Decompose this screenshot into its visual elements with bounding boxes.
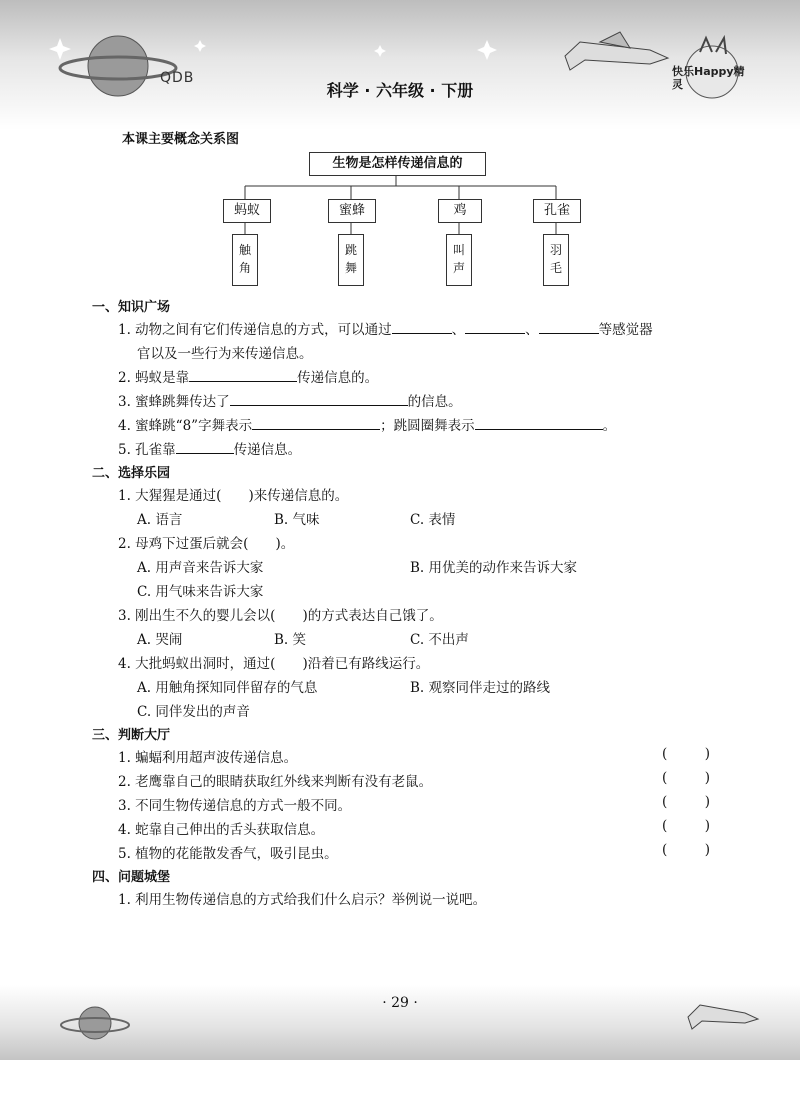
concept-method-peacock: 羽 毛 (543, 234, 569, 286)
logo-text: 快乐Happy精灵 (672, 65, 745, 92)
answer-blank[interactable] (392, 319, 452, 334)
question-s2-4: 4. 大批蚂蚁出洞时，通过( )沿着已有路线运行。 (118, 656, 430, 672)
question-s2-2: 2. 母鸡下过蛋后就会( )。 (118, 536, 295, 552)
answer-blank[interactable] (176, 439, 234, 454)
option-a[interactable]: A. 用触角探知同伴留存的气息 (137, 680, 318, 696)
question-s4-1: 1. 利用生物传递信息的方式给我们什么启示？举例说一说吧。 (118, 892, 487, 908)
concept-method-ant: 触 角 (232, 234, 258, 286)
option-c[interactable]: C. 用气味来告诉大家 (137, 584, 264, 600)
option-b[interactable]: B. 气味 (274, 512, 320, 528)
option-a[interactable]: A. 语言 (137, 512, 183, 528)
concept-method-bee: 跳 舞 (338, 234, 364, 286)
question-s1-5: 5. 孔雀靠 传递信息。 (118, 438, 301, 458)
concept-map-connectors (0, 0, 800, 300)
answer-blank[interactable] (230, 391, 408, 406)
answer-blank[interactable] (539, 319, 599, 334)
question-s1-3: 3. 蜜蜂跳舞传达了 的信息。 (118, 390, 462, 410)
footer-decoration (0, 985, 800, 1060)
judgement-item: 3. 不同生物传递信息的方式一般不同。 (118, 798, 352, 814)
section-title: 二、选择乐园 (92, 466, 171, 481)
answer-paren[interactable]: ( ) (662, 770, 710, 786)
answer-blank[interactable] (465, 319, 525, 334)
section-title: 三、判断大厅 (92, 728, 171, 743)
option-c[interactable]: C. 不出声 (410, 632, 469, 648)
space-shuttle-icon (688, 1005, 758, 1029)
answer-paren[interactable]: ( ) (662, 794, 710, 810)
section-title: 一、知识广场 (92, 300, 171, 315)
question-s2-3: 3. 刚出生不久的婴儿会以( )的方式表达自己饿了。 (118, 608, 443, 624)
question-s1-2: 2. 蚂蚁是靠 传递信息的。 (118, 366, 378, 386)
page-number: · 29 · (382, 995, 418, 1011)
option-c[interactable]: C. 表情 (410, 512, 456, 528)
answer-blank[interactable] (475, 415, 603, 430)
judgement-item: 5. 植物的花能散发香气，吸引昆虫。 (118, 846, 338, 862)
answer-paren[interactable]: ( ) (662, 746, 710, 762)
concept-map-title: 本课主要概念关系图 (122, 132, 240, 147)
concept-node-peacock: 孔雀 (533, 199, 581, 223)
question-s1-4: 4. 蜜蜂跳“8”字舞表示 ；跳圆圈舞表示 。 (118, 414, 616, 434)
concept-method-chicken: 叫 声 (446, 234, 472, 286)
page-title: 科学 · 六年级 · 下册 (326, 81, 474, 100)
planet-icon (61, 1007, 129, 1039)
judgement-item: 1. 蝙蝠利用超声波传递信息。 (118, 750, 298, 766)
option-c[interactable]: C. 同伴发出的声音 (137, 704, 250, 720)
option-b[interactable]: B. 用优美的动作来告诉大家 (410, 560, 578, 576)
question-s1-1: 1. 动物之间有它们传递信息的方式，可以通过 、 、 等感觉器 (118, 318, 653, 338)
option-a[interactable]: A. 哭闹 (137, 632, 183, 648)
judgement-item: 2. 老鹰靠自己的眼睛获取红外线来判断有没有老鼠。 (118, 774, 433, 790)
concept-node-chicken: 鸡 (438, 199, 482, 223)
section-title: 四、问题城堡 (92, 870, 171, 885)
answer-blank[interactable] (189, 367, 297, 382)
answer-paren[interactable]: ( ) (662, 818, 710, 834)
answer-paren[interactable]: ( ) (662, 842, 710, 858)
answer-blank[interactable] (252, 415, 380, 430)
question-s2-1: 1. 大猩猩是通过( )来传递信息的。 (118, 488, 349, 504)
brand-label: QDB (160, 70, 195, 86)
option-a[interactable]: A. 用声音来告诉大家 (137, 560, 264, 576)
concept-node-bee: 蜜蜂 (328, 199, 376, 223)
option-b[interactable]: B. 笑 (274, 632, 307, 648)
concept-node-ant: 蚂蚁 (223, 199, 271, 223)
concept-root-node: 生物是怎样传递信息的 (309, 152, 486, 176)
question-s1-1-cont: 官以及一些行为来传递信息。 (137, 346, 313, 362)
judgement-item: 4. 蛇靠自己伸出的舌头获取信息。 (118, 822, 325, 838)
option-b[interactable]: B. 观察同伴走过的路线 (410, 680, 551, 696)
